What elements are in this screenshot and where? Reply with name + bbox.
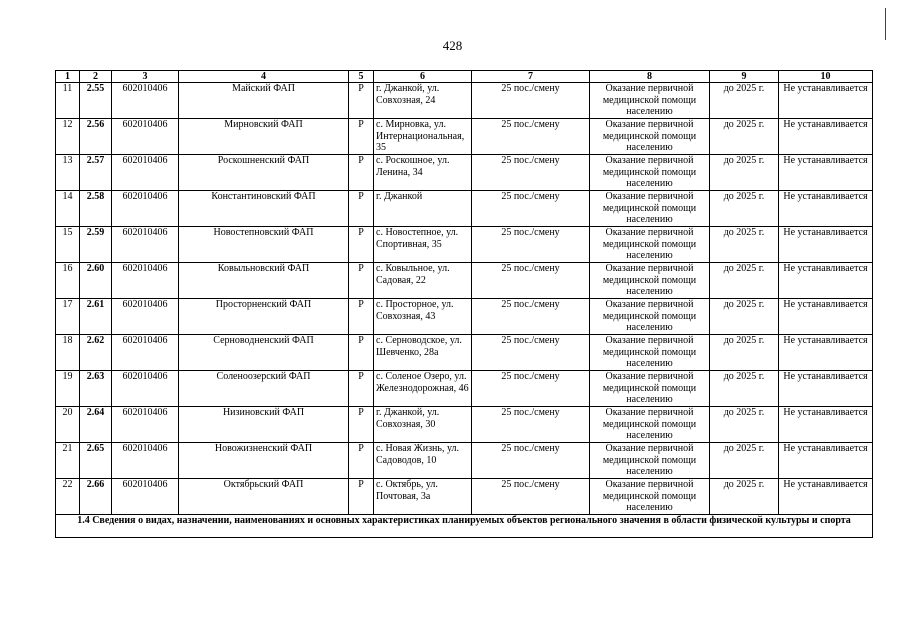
item-code-cell: 2.66 <box>80 479 112 515</box>
location-cell: с. Новостепное, ул. Спортивная, 35 <box>374 227 472 263</box>
zone-cell: Не устанавливается <box>779 119 873 155</box>
row-number-cell: 20 <box>56 407 80 443</box>
table-row <box>56 119 873 155</box>
deadline-cell: до 2025 г. <box>710 443 779 479</box>
classifier-code-cell: 602010406 <box>112 83 179 119</box>
item-code-cell: 2.63 <box>80 371 112 407</box>
zone-cell: Не устанавливается <box>779 371 873 407</box>
deadline-cell: до 2025 г. <box>710 479 779 515</box>
page-number: 428 <box>442 38 463 53</box>
item-code-cell: 2.65 <box>80 443 112 479</box>
capacity-cell: 25 пос./смену <box>472 83 590 119</box>
facility-name-cell: Новожизненский ФАП <box>179 443 349 479</box>
row-number-cell: 17 <box>56 299 80 335</box>
purpose-cell: Оказание первичной медицинской помощи населению <box>590 335 710 371</box>
deadline-cell: до 2025 г. <box>710 155 779 191</box>
column-header: 9 <box>710 71 779 83</box>
purpose-cell: Оказание первичной медицинской помощи населению <box>590 263 710 299</box>
deadline-cell: до 2025 г. <box>710 119 779 155</box>
zone-cell: Не устанавливается <box>779 407 873 443</box>
column-header: 2 <box>80 71 112 83</box>
deadline-cell: до 2025 г. <box>710 335 779 371</box>
facilities-table <box>55 70 873 538</box>
table-row <box>56 299 873 335</box>
item-code-cell: 2.61 <box>80 299 112 335</box>
purpose-cell: Оказание первичной медицинской помощи населению <box>590 227 710 263</box>
significance-cell: Р <box>349 227 374 263</box>
location-cell: с. Ковыльное, ул. Садовая, 22 <box>374 263 472 299</box>
classifier-code-cell: 602010406 <box>112 371 179 407</box>
capacity-cell: 25 пос./смену <box>472 155 590 191</box>
table-row <box>56 371 873 407</box>
table-row <box>56 83 873 119</box>
significance-cell: Р <box>349 371 374 407</box>
classifier-code-cell: 602010406 <box>112 191 179 227</box>
capacity-cell: 25 пос./смену <box>472 371 590 407</box>
capacity-cell: 25 пос./смену <box>472 119 590 155</box>
row-number-cell: 18 <box>56 335 80 371</box>
item-code-cell: 2.56 <box>80 119 112 155</box>
row-number-cell: 12 <box>56 119 80 155</box>
table-row <box>56 479 873 515</box>
facility-name-cell: Новостепновский ФАП <box>179 227 349 263</box>
table-row <box>56 407 873 443</box>
purpose-cell: Оказание первичной медицинской помощи населению <box>590 479 710 515</box>
row-number-cell: 22 <box>56 479 80 515</box>
facility-name-cell: Октябрьский ФАП <box>179 479 349 515</box>
location-cell: с. Мирновка, ул. Интернациональная, 35 <box>374 119 472 155</box>
location-cell: с. Просторное, ул. Совхозная, 43 <box>374 299 472 335</box>
capacity-cell: 25 пос./смену <box>472 479 590 515</box>
table-row <box>56 335 873 371</box>
item-code-cell: 2.60 <box>80 263 112 299</box>
row-number-cell: 15 <box>56 227 80 263</box>
item-code-cell: 2.55 <box>80 83 112 119</box>
table-row <box>56 191 873 227</box>
item-code-cell: 2.57 <box>80 155 112 191</box>
classifier-code-cell: 602010406 <box>112 443 179 479</box>
section-footer: 1.4 Сведения о видах, назначении, наименованиях и основных характеристиках планируемых объектов регионального значения в области физической культуры и спорта <box>56 515 873 538</box>
table-row <box>56 227 873 263</box>
facility-name-cell: Низиновский ФАП <box>179 407 349 443</box>
deadline-cell: до 2025 г. <box>710 83 779 119</box>
location-cell: г. Джанкой, ул. Совхозная, 30 <box>374 407 472 443</box>
purpose-cell: Оказание первичной медицинской помощи населению <box>590 155 710 191</box>
classifier-code-cell: 602010406 <box>112 479 179 515</box>
location-cell: г. Джанкой, ул. Совхозная, 24 <box>374 83 472 119</box>
zone-cell: Не устанавливается <box>779 479 873 515</box>
column-header: 7 <box>472 71 590 83</box>
row-number-cell: 14 <box>56 191 80 227</box>
item-code-cell: 2.62 <box>80 335 112 371</box>
zone-cell: Не устанавливается <box>779 155 873 191</box>
row-number-cell: 13 <box>56 155 80 191</box>
zone-cell: Не устанавливается <box>779 227 873 263</box>
significance-cell: Р <box>349 299 374 335</box>
significance-cell: Р <box>349 155 374 191</box>
location-cell: с. Серноводское, ул. Шевченко, 28а <box>374 335 472 371</box>
table-row <box>56 443 873 479</box>
column-header: 1 <box>56 71 80 83</box>
column-header: 3 <box>112 71 179 83</box>
significance-cell: Р <box>349 407 374 443</box>
zone-cell: Не устанавливается <box>779 335 873 371</box>
column-header: 6 <box>374 71 472 83</box>
significance-cell: Р <box>349 263 374 299</box>
deadline-cell: до 2025 г. <box>710 371 779 407</box>
row-number-cell: 11 <box>56 83 80 119</box>
significance-cell: Р <box>349 335 374 371</box>
column-header: 8 <box>590 71 710 83</box>
deadline-cell: до 2025 г. <box>710 263 779 299</box>
capacity-cell: 25 пос./смену <box>472 263 590 299</box>
facility-name-cell: Майский ФАП <box>179 83 349 119</box>
row-number-cell: 16 <box>56 263 80 299</box>
header-row <box>56 71 873 83</box>
column-header: 5 <box>349 71 374 83</box>
classifier-code-cell: 602010406 <box>112 227 179 263</box>
facility-name-cell: Роскошненский ФАП <box>179 155 349 191</box>
capacity-cell: 25 пос./смену <box>472 443 590 479</box>
classifier-code-cell: 602010406 <box>112 119 179 155</box>
purpose-cell: Оказание первичной медицинской помощи населению <box>590 191 710 227</box>
facility-name-cell: Соленоозерский ФАП <box>179 371 349 407</box>
column-header: 10 <box>779 71 873 83</box>
location-cell: с. Новая Жизнь, ул. Садоводов, 10 <box>374 443 472 479</box>
facility-name-cell: Мирновский ФАП <box>179 119 349 155</box>
classifier-code-cell: 602010406 <box>112 155 179 191</box>
facility-name-cell: Просторненский ФАП <box>179 299 349 335</box>
item-code-cell: 2.58 <box>80 191 112 227</box>
purpose-cell: Оказание первичной медицинской помощи населению <box>590 119 710 155</box>
purpose-cell: Оказание первичной медицинской помощи населению <box>590 299 710 335</box>
purpose-cell: Оказание первичной медицинской помощи населению <box>590 83 710 119</box>
capacity-cell: 25 пос./смену <box>472 227 590 263</box>
purpose-cell: Оказание первичной медицинской помощи населению <box>590 407 710 443</box>
deadline-cell: до 2025 г. <box>710 227 779 263</box>
location-cell: с. Октябрь, ул. Почтовая, 3а <box>374 479 472 515</box>
item-code-cell: 2.64 <box>80 407 112 443</box>
capacity-cell: 25 пос./смену <box>472 299 590 335</box>
table-row <box>56 263 873 299</box>
capacity-cell: 25 пос./смену <box>472 335 590 371</box>
column-header: 4 <box>179 71 349 83</box>
row-number-cell: 21 <box>56 443 80 479</box>
significance-cell: Р <box>349 191 374 227</box>
table-body <box>56 83 873 538</box>
deadline-cell: до 2025 г. <box>710 407 779 443</box>
capacity-cell: 25 пос./смену <box>472 191 590 227</box>
purpose-cell: Оказание первичной медицинской помощи населению <box>590 371 710 407</box>
significance-cell: Р <box>349 479 374 515</box>
section-footer-row <box>56 515 873 538</box>
zone-cell: Не устанавливается <box>779 263 873 299</box>
table-row <box>56 155 873 191</box>
significance-cell: Р <box>349 83 374 119</box>
item-code-cell: 2.59 <box>80 227 112 263</box>
facility-name-cell: Ковыльновский ФАП <box>179 263 349 299</box>
zone-cell: Не устанавливается <box>779 299 873 335</box>
classifier-code-cell: 602010406 <box>112 263 179 299</box>
zone-cell: Не устанавливается <box>779 191 873 227</box>
classifier-code-cell: 602010406 <box>112 335 179 371</box>
classifier-code-cell: 602010406 <box>112 407 179 443</box>
capacity-cell: 25 пос./смену <box>472 407 590 443</box>
zone-cell: Не устанавливается <box>779 443 873 479</box>
classifier-code-cell: 602010406 <box>112 299 179 335</box>
location-cell: г. Джанкой <box>374 191 472 227</box>
row-number-cell: 19 <box>56 371 80 407</box>
purpose-cell: Оказание первичной медицинской помощи населению <box>590 443 710 479</box>
deadline-cell: до 2025 г. <box>710 299 779 335</box>
significance-cell: Р <box>349 119 374 155</box>
location-cell: с. Роскошное, ул. Ленина, 34 <box>374 155 472 191</box>
location-cell: с. Соленое Озеро, ул. Железнодорожная, 46 <box>374 371 472 407</box>
significance-cell: Р <box>349 443 374 479</box>
deadline-cell: до 2025 г. <box>710 191 779 227</box>
facility-name-cell: Константиновский ФАП <box>179 191 349 227</box>
facility-name-cell: Серноводненский ФАП <box>179 335 349 371</box>
zone-cell: Не устанавливается <box>779 83 873 119</box>
margin-mark <box>885 8 886 40</box>
